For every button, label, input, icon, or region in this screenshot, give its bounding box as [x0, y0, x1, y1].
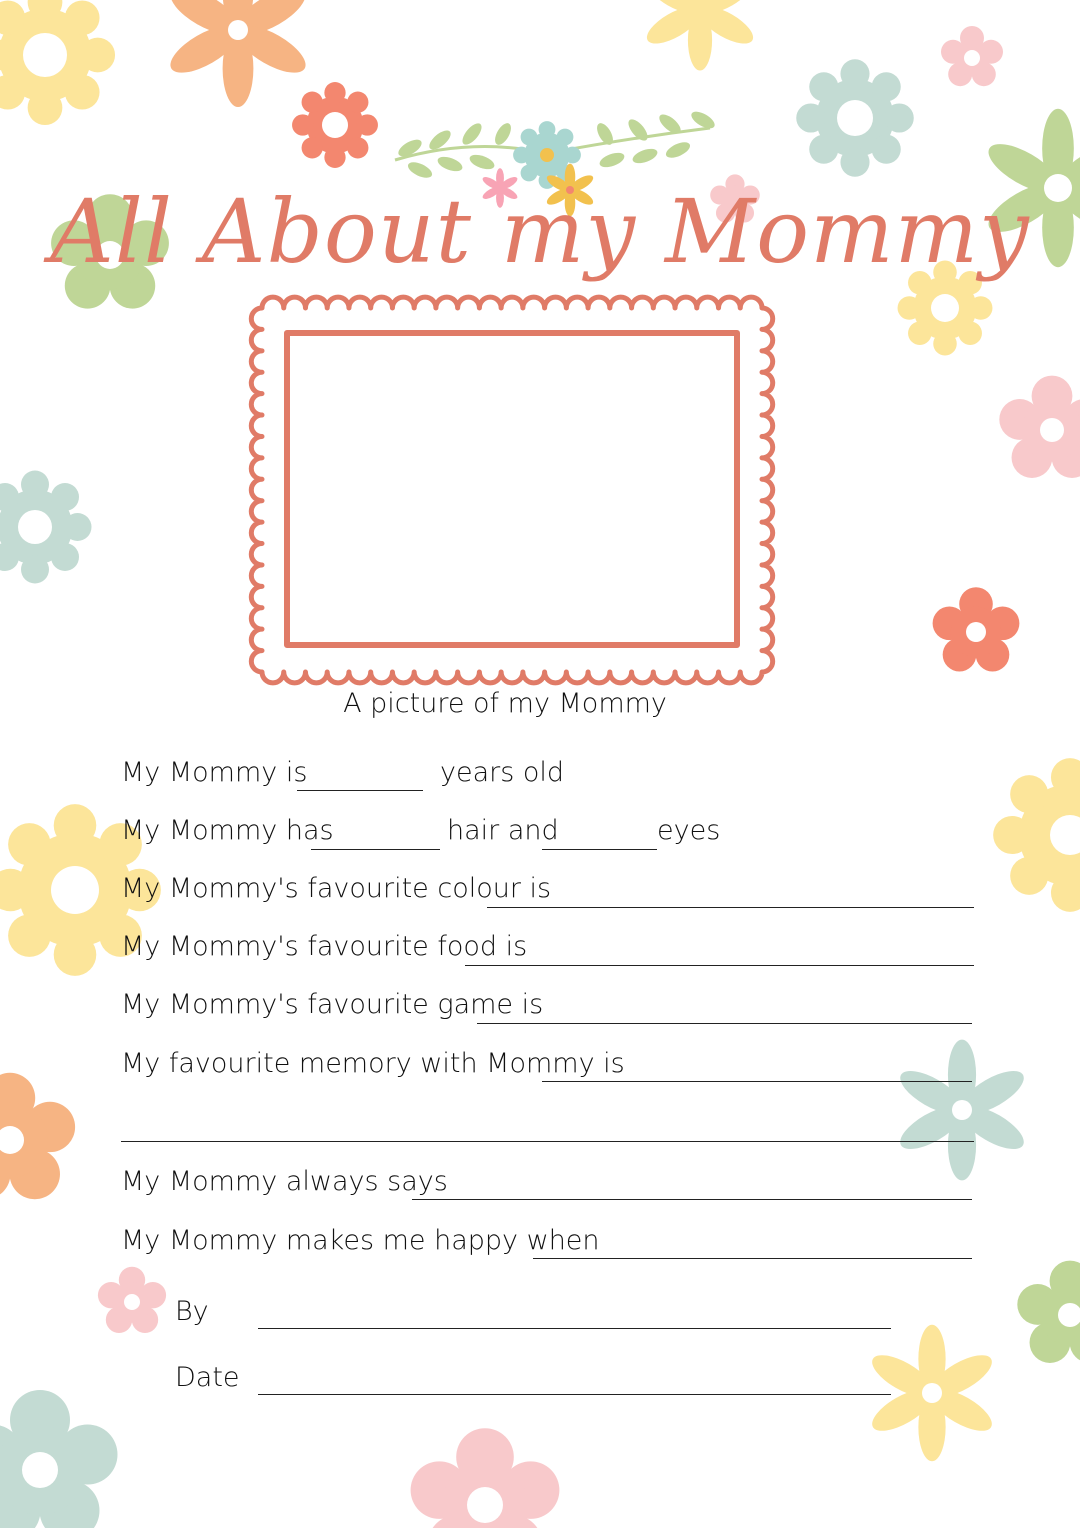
flower-icon	[0, 1390, 118, 1528]
flower-icon	[0, 1073, 75, 1199]
colour-prompt: My Mommy's favourite colour is	[121, 873, 552, 904]
page-title: All About my Mommy	[50, 180, 1030, 283]
flower-icon	[866, 1325, 998, 1461]
by-blank[interactable]	[258, 1328, 891, 1329]
by-label: By	[175, 1296, 209, 1327]
game-blank[interactable]	[477, 1023, 972, 1024]
eyes-suffix: eyes	[657, 815, 721, 846]
age-suffix: years old	[440, 757, 565, 788]
flower-icon	[993, 758, 1080, 912]
age-blank[interactable]	[297, 790, 423, 791]
memory-blank[interactable]	[542, 1081, 972, 1082]
flower-icon	[411, 1428, 560, 1528]
age-prompt: My Mommy is	[121, 757, 308, 788]
date-blank[interactable]	[258, 1394, 891, 1395]
says-prompt: My Mommy always says	[121, 1166, 448, 1197]
flower-icon	[164, 0, 313, 107]
date-label: Date	[175, 1362, 240, 1393]
happy-prompt: My Mommy makes me happy when	[121, 1225, 600, 1256]
eye-colour-blank[interactable]	[542, 849, 657, 850]
food-blank[interactable]	[465, 965, 974, 966]
flower-icon	[0, 471, 92, 584]
flower-icon	[98, 1267, 166, 1333]
game-prompt: My Mommy's favourite game is	[121, 989, 544, 1020]
flower-icon	[933, 587, 1020, 671]
hair-prompt: My Mommy has	[121, 815, 334, 846]
photo-caption: A picture of my Mommy	[343, 688, 667, 719]
hair-colour-blank[interactable]	[311, 849, 440, 850]
says-blank[interactable]	[412, 1199, 972, 1200]
memory-blank-2[interactable]	[121, 1141, 974, 1142]
flower-icon	[894, 1040, 1030, 1181]
flower-icon	[941, 26, 1003, 86]
flower-icon	[796, 59, 914, 177]
food-prompt: My Mommy's favourite food is	[121, 931, 528, 962]
happy-blank[interactable]	[533, 1258, 972, 1259]
colour-blank[interactable]	[487, 907, 974, 908]
photo-frame	[251, 297, 772, 683]
flower-icon	[0, 0, 115, 125]
hair-mid: hair and	[447, 815, 559, 846]
flower-icon	[642, 0, 759, 71]
flower-icon	[1017, 1261, 1080, 1363]
flower-icon	[999, 376, 1080, 478]
flower-icon	[292, 82, 378, 168]
memory-prompt: My favourite memory with Mommy is	[121, 1048, 625, 1079]
